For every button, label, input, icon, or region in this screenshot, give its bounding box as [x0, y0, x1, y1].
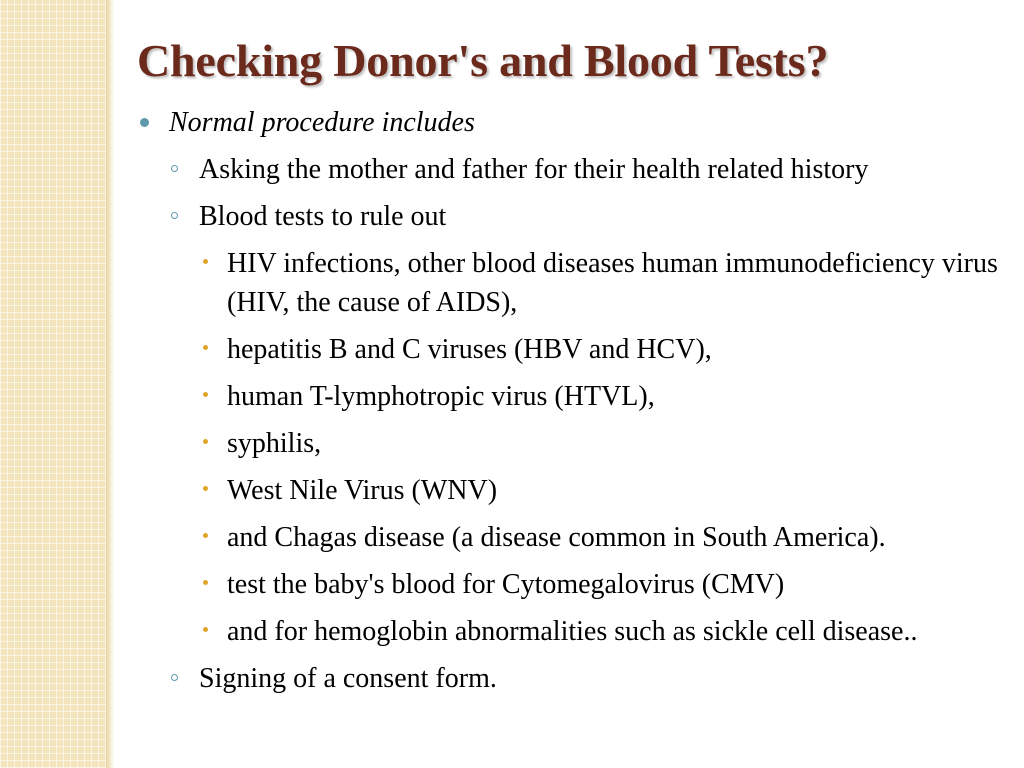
list-item-text: human T-lymphotropic virus (HTVL), — [227, 381, 655, 412]
list-item — [138, 244, 1008, 322]
list-item — [138, 659, 1008, 698]
list-item — [138, 518, 1008, 557]
list-item-text: hepatitis B and C viruses (HBV and HCV), — [227, 334, 712, 365]
list-item — [138, 197, 1008, 236]
dot-bullet-icon — [203, 259, 208, 264]
list-item-text: test the baby's blood for Cytomegalovirus (CMV) — [227, 569, 785, 600]
list-item-text: Signing of a consent form. — [199, 663, 497, 694]
dot-bullet-icon — [203, 439, 208, 444]
dot-bullet-icon — [203, 345, 208, 350]
dot-bullet-icon — [203, 486, 208, 491]
list-item-text: HIV infections, other blood diseases human immunodeficiency virus (HIV, the cause of AIDS), — [227, 248, 998, 318]
hollow-circle-bullet-icon — [171, 212, 178, 219]
list-item-text: and Chagas disease (a disease common in South America). — [227, 522, 886, 553]
dot-bullet-icon — [203, 627, 208, 632]
list-item — [138, 377, 1008, 416]
list-item-text: syphilis, — [227, 428, 322, 459]
list-item — [138, 103, 1008, 142]
list-item-text: Blood tests to rule out — [199, 201, 447, 232]
list-item — [138, 150, 1008, 189]
list-item — [138, 471, 1008, 510]
dot-bullet-icon — [203, 580, 208, 585]
list-item-text: and for hemoglobin abnormalities such as sickle cell disease.. — [227, 616, 918, 647]
hollow-circle-bullet-icon — [171, 165, 178, 172]
list-item-text: Asking the mother and father for their health related history — [199, 154, 869, 185]
list-item — [138, 424, 1008, 463]
decorative-side-band — [0, 0, 106, 768]
list-item-text: West Nile Virus (WNV) — [227, 475, 498, 506]
list-item — [138, 612, 1008, 651]
dot-bullet-icon — [203, 533, 208, 538]
dot-bullet-icon — [203, 392, 208, 397]
list-item-text: Normal procedure includes — [169, 107, 475, 138]
hollow-circle-bullet-icon — [171, 674, 178, 681]
bullet-list — [138, 103, 1008, 706]
side-band-edge — [106, 0, 114, 768]
list-item — [138, 565, 1008, 604]
filled-circle-bullet-icon — [140, 118, 149, 127]
slide-title: Checking Donor's and Blood Tests? — [137, 35, 829, 86]
list-item — [138, 330, 1008, 369]
